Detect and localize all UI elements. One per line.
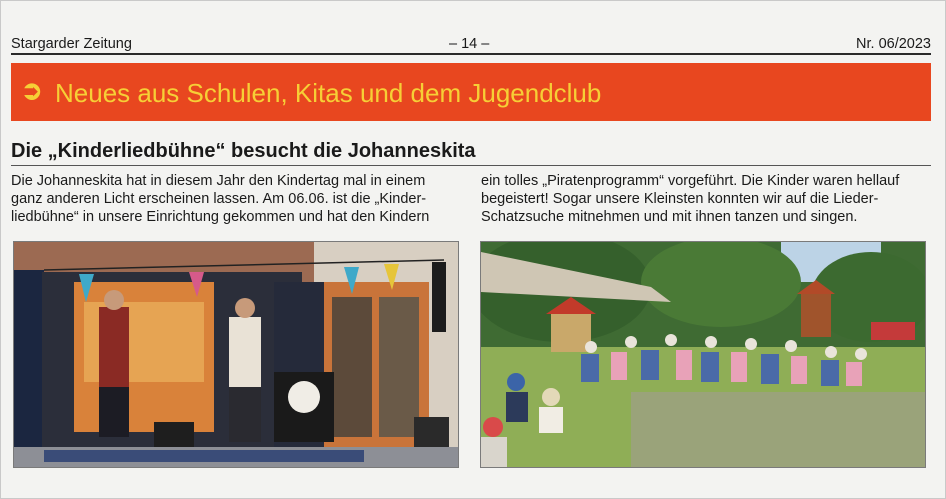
page-header [11, 36, 931, 52]
header-divider [11, 53, 931, 55]
section-banner [11, 63, 931, 121]
issue-number: Nr. 06/2023 [856, 36, 931, 52]
column-1-line: liedbühne“ in unsere Einrichtung gekommen und hat den Kindern [11, 209, 430, 225]
children-illustration [481, 242, 925, 467]
stage-illustration [14, 242, 458, 467]
article-headline: Die „Kinderliedbühne“ besucht die Johanneskita [11, 140, 476, 162]
publication-name: Stargarder Zeitung [11, 36, 132, 52]
article-column-1 [11, 172, 458, 226]
children-outdoor-photo [480, 241, 926, 468]
column-1-line: Die Johanneskita hat in diesem Jahr den Kindertag mal in einem [11, 173, 426, 189]
column-1-line: ganz anderen Licht erscheinen lassen. Am 06.06. ist die „Kinder- [11, 191, 427, 207]
column-2-line: Schatzsuche mitnehmen und mit ihnen tanzen und singen. [481, 209, 858, 225]
article-column-2 [481, 172, 928, 226]
column-2-line: begeistert! Sogar unsere Kleinsten konnten wir auf die Lieder- [481, 191, 879, 207]
section-title: Neues aus Schulen, Kitas und dem Jugendclub [55, 78, 602, 108]
headline-divider [11, 165, 931, 166]
column-2-line: ein tolles „Piratenprogramm“ vorgeführt. Die Kinder waren hellauf [481, 173, 900, 189]
arrow-icon: ➲ [21, 75, 43, 105]
page-number: – 14 – [449, 36, 490, 52]
pirate-stage-photo [13, 241, 459, 468]
